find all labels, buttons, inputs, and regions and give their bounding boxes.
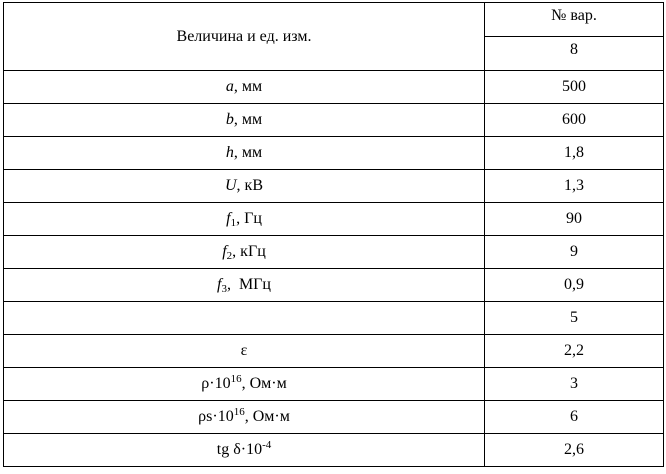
quantity-cell: ε [4, 335, 485, 368]
value-cell: 0,9 [485, 269, 664, 302]
table-row [4, 203, 664, 236]
variant-label-header: № вар. [485, 3, 664, 37]
value-cell: 1,3 [485, 170, 664, 203]
value-cell: 2,2 [485, 335, 664, 368]
header-row [4, 3, 664, 37]
variant-number: 8 [485, 37, 664, 71]
table-row [4, 335, 664, 368]
quantity-exponent: 16 [233, 406, 245, 418]
quantity-cell [4, 401, 485, 434]
quantity-unit: , Гц [236, 210, 262, 227]
quantity-prefix: tg δ·10 [216, 441, 263, 458]
value-cell: 1,8 [485, 137, 664, 170]
table-row [4, 236, 664, 269]
value-cell: 2,6 [485, 434, 664, 467]
quantity-exponent: 16 [230, 373, 242, 385]
table-row [4, 104, 664, 137]
value-cell: 90 [485, 203, 664, 236]
value-cell: 6 [485, 401, 664, 434]
quantity-cell [4, 236, 485, 269]
table-row [4, 137, 664, 170]
quantity-unit: , мм [233, 111, 263, 128]
table-row [4, 302, 664, 335]
table-row [4, 170, 664, 203]
quantity-cell [4, 170, 485, 203]
value-cell: 600 [485, 104, 664, 137]
quantity-unit: , МГц [226, 276, 271, 293]
quantity-subscript: 3 [221, 283, 227, 295]
quantity-symbol: f [222, 243, 227, 260]
quantity-cell [4, 368, 485, 401]
quantity-cell [4, 104, 485, 137]
value-cell: 500 [485, 71, 664, 104]
table-row [4, 368, 664, 401]
quantity-cell [4, 137, 485, 170]
quantity-subscript: 2 [226, 250, 233, 262]
quantity-symbol: b [225, 111, 234, 128]
quantity-symbol: U [224, 177, 237, 194]
quantity-unit-header: Величина и ед. изм. [4, 3, 485, 71]
quantity-symbol: a [225, 78, 234, 95]
quantity-cell [4, 269, 485, 302]
quantity-unit: , Ом·м [241, 375, 287, 392]
table-row [4, 269, 664, 302]
table-row [4, 401, 664, 434]
quantity-cell [4, 203, 485, 236]
value-cell: 5 [485, 302, 664, 335]
quantity-unit: , мм [233, 78, 263, 95]
quantity-unit: , Ом·м [244, 408, 290, 425]
quantity-unit: , кГц [232, 243, 266, 260]
table-row [4, 434, 664, 467]
quantity-symbol: f [217, 276, 222, 293]
quantity-prefix: ρs·10 [198, 408, 234, 425]
quantity-prefix: ρ·10 [201, 375, 231, 392]
quantity-exponent: -4 [262, 439, 272, 451]
parameters-table [3, 2, 664, 467]
table-row [4, 71, 664, 104]
quantity-subscript: 1 [230, 217, 237, 229]
quantity-cell-empty [4, 302, 485, 335]
quantity-cell [4, 71, 485, 104]
quantity-cell [4, 434, 485, 467]
value-cell: 3 [485, 368, 664, 401]
quantity-symbol: h [225, 144, 234, 161]
quantity-unit: , кВ [236, 177, 263, 194]
value-cell: 9 [485, 236, 664, 269]
quantity-symbol: f [226, 210, 231, 227]
quantity-unit: , мм [233, 144, 263, 161]
